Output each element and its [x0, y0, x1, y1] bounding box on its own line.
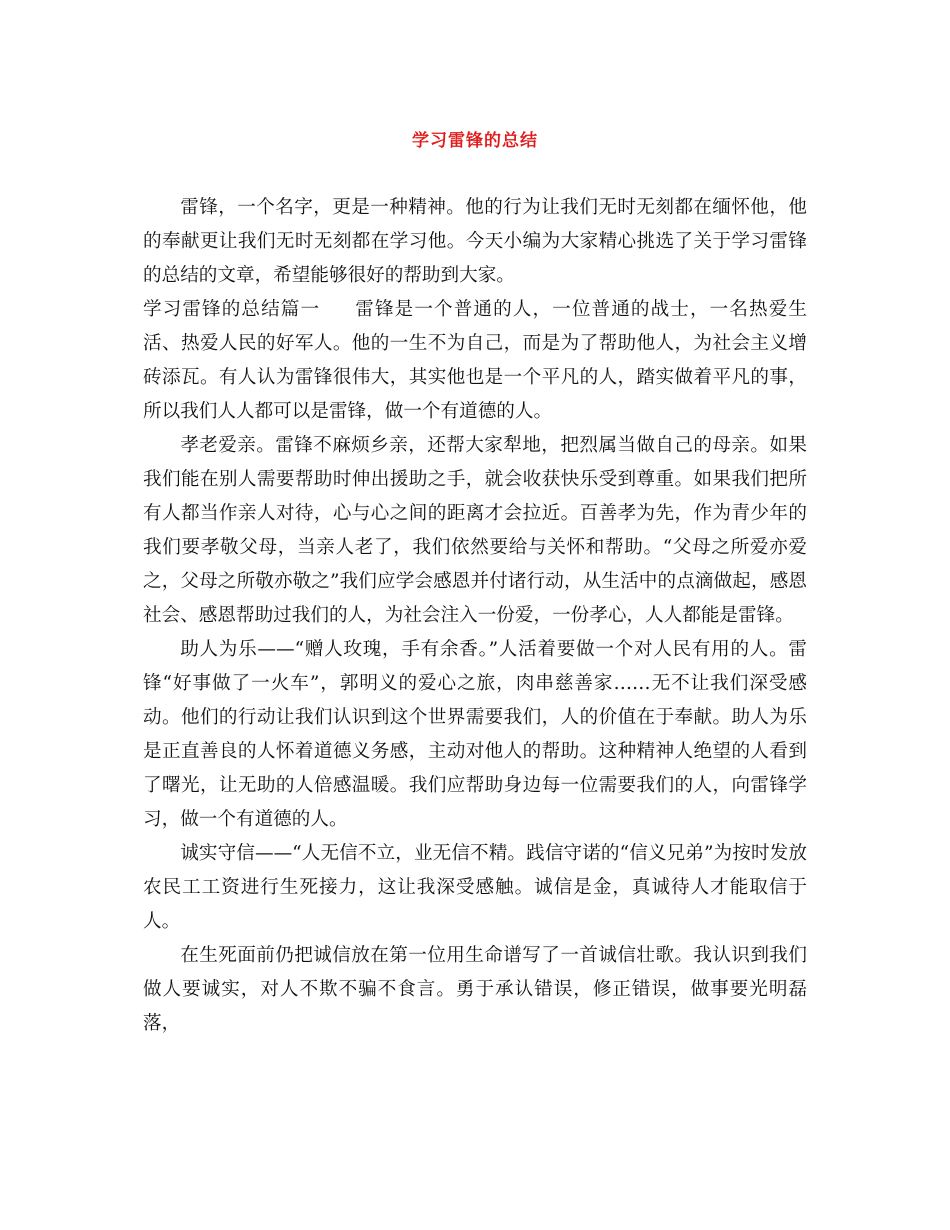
helping-paragraph: 助人为乐——“赠人玫瑰，手有余香。”人活着要做一个对人民有用的人。雷锋“好事做了一火车”，郭明义的爱心之旅，肉串慈善家……无不让我们深受感动。他们的行动让我们认识到这个世界需要我们，人的价值在于奉献。助人为乐是正直善良的人怀着道德义务感，主动对他人的帮助。这种精神人绝望的人看到了曙光，让无助的人倍感温暖。我们应帮助身边每一位需要我们的人，向雷锋学习，做一个有道德的人。 [143, 639, 807, 830]
section-text: 雷锋是一个普通的人，一位普通的战士，一名热爱生活、热爱人民的好军人。他的一生不为自己，而是为了帮助他人，为社会主义增砖添瓦。有人认为雷锋很伟大，其实他也是一个平凡的人，踏实做着平凡的事，所以我们人人都可以是雷锋，做一个有道德的人。 [143, 299, 807, 422]
section-heading: 学习雷锋的总结篇一 [143, 299, 321, 320]
intro-paragraph: 雷锋，一个名字，更是一种精神。他的行为让我们无时无刻都在缅怀他，他的奉献更让我们无时无刻都在学习他。今天小编为大家精心挑选了关于学习雷锋的总结的文章，希望能够很好的帮助到大家。 [143, 197, 807, 286]
document-body [143, 191, 807, 1041]
filial-paragraph: 孝老爱亲。雷锋不麻烦乡亲，还帮大家犁地，把烈属当做自己的母亲。如果我们能在别人需要帮助时伸出援助之手，就会收获快乐受到尊重。如果我们把所有人都当作亲人对待，心与心之间的距离才会拉近。百善孝为先，作为青少年的我们要孝敬父母，当亲人老了，我们依然要给与关怀和帮助。“父母之所爱亦爱之，父母之所敬亦敬之”我们应学会感恩并付诸行动，从生活中的点滴做起，感恩社会、感恩帮助过我们的人，为社会注入一份爱，一份孝心，人人都能是雷锋。 [143, 435, 807, 626]
section-paragraph [143, 293, 807, 429]
document-title: 学习雷锋的总结 [412, 131, 538, 151]
integrity-paragraph: 在生死面前仍把诚信放在第一位用生命谱写了一首诚信壮歌。我认识到我们做人要诚实，对人不欺不骗不食言。勇于承认错误，修正错误，做事要光明磊落， [143, 945, 807, 1034]
honesty-paragraph: 诚实守信——“人无信不立，业无信不精。践信守诺的“信义兄弟”为按时发放农民工工资进行生死接力，这让我深受感触。诚信是金，真诚待人才能取信于人。 [143, 843, 807, 932]
